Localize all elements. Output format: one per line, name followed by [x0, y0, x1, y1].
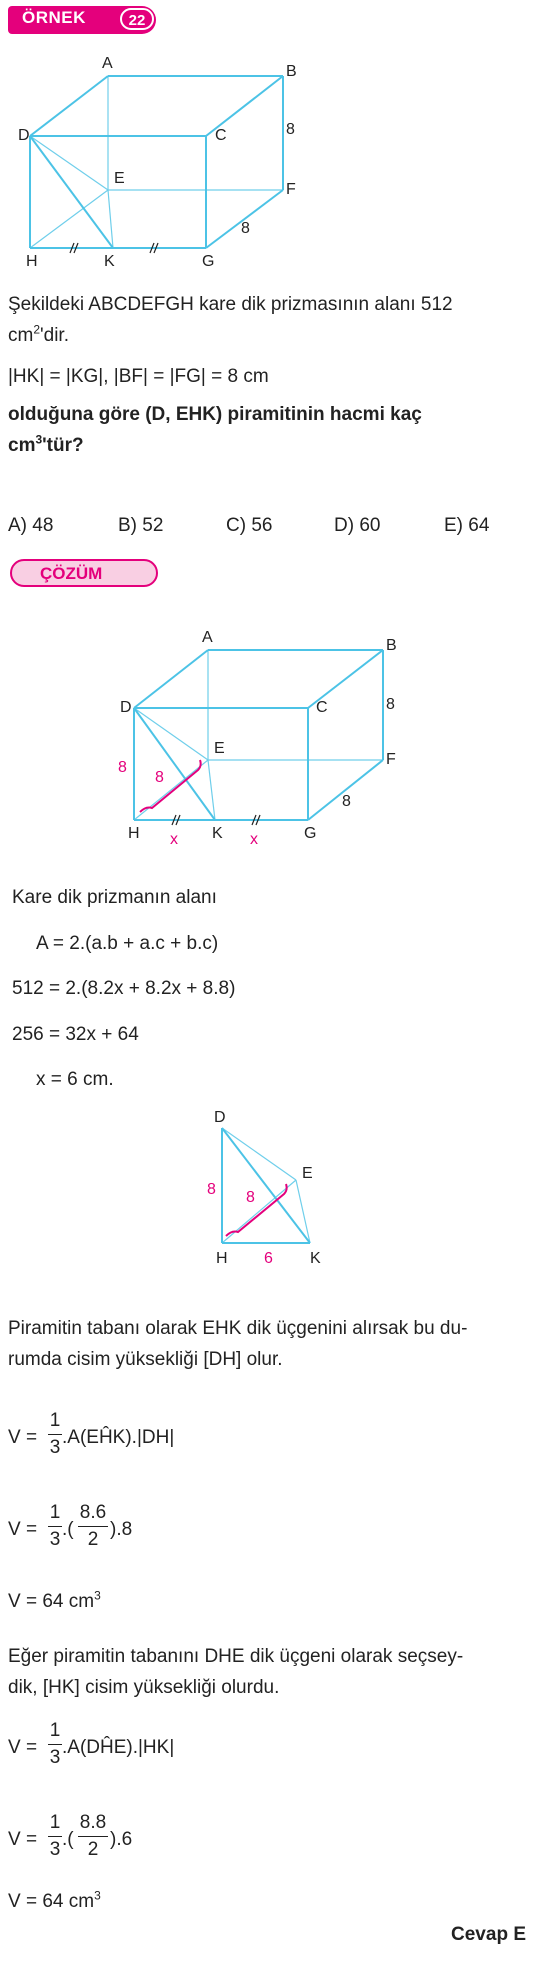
solution-line-3: 512 = 2.(8.2x + 8.2x + 8.8) — [12, 978, 236, 999]
svg-text:G: G — [202, 253, 215, 270]
v2-lhs: V = — [8, 1519, 38, 1540]
example-label: ÖRNEK — [22, 8, 86, 27]
svg-text:B: B — [286, 63, 297, 80]
result-2: V = 64 $cm^3$ — [8, 1888, 101, 1912]
option-c[interactable]: C) 56 — [226, 515, 273, 536]
svg-text:C: C — [316, 699, 328, 716]
svg-text:F: F — [286, 181, 296, 198]
svg-text:K: K — [104, 253, 115, 270]
svg-text:C: C — [215, 127, 227, 144]
svg-text:8: 8 — [241, 220, 250, 237]
svg-text:D: D — [214, 1109, 226, 1126]
option-b[interactable]: B) 52 — [118, 515, 164, 536]
solution-label: ÇÖZÜM — [40, 564, 103, 583]
svg-text:K: K — [310, 1250, 321, 1267]
svg-text:8: 8 — [286, 121, 295, 138]
dh-label: 8 — [118, 759, 127, 776]
bf-label: 8 — [386, 696, 395, 713]
svg-text:E: E — [214, 740, 225, 757]
prism-figure-2 — [0, 620, 538, 860]
v1-lhs: V = — [8, 1427, 38, 1448]
svg-text:D: D — [18, 127, 30, 144]
v3-lhs: V = — [8, 1737, 38, 1758]
v4-lhs: V = — [8, 1829, 38, 1850]
paragraph-1-line-2: rumda cisim yüksekliği [DH] olur. — [8, 1349, 283, 1370]
v1-rest: .A(EĤK).|DH| — [62, 1427, 175, 1448]
slant-label: 8 — [155, 769, 164, 786]
tri-hk-label: 6 — [264, 1250, 273, 1267]
triangle-figure — [180, 1108, 360, 1273]
paragraph-1-line-1: Piramitin tabanı olarak EHK dik üçgenini alırsak bu du- — [8, 1318, 468, 1339]
x-label-left: x — [170, 831, 178, 848]
v2-tail: ).8 — [110, 1519, 133, 1540]
option-d[interactable]: D) 60 — [334, 515, 381, 536]
tri-dh-label: 8 — [207, 1181, 216, 1198]
x-label-right: x — [250, 831, 258, 848]
v4-fraction: 1 3 — [49, 1812, 61, 1860]
svg-text:D: D — [120, 699, 132, 716]
tri-slant-label: 8 — [246, 1189, 255, 1206]
question-line-3: |HK| = |KG|, |BF| = |FG| = 8 cm — [8, 366, 269, 387]
solution-line-5: x = 6 cm. — [36, 1069, 114, 1090]
solution-line-4: 256 = 32x + 64 — [12, 1024, 139, 1045]
svg-text:B: B — [386, 637, 397, 654]
paragraph-2-line-1: Eğer piramitin tabanını DHE dik üçgeni olarak seçsey- — [8, 1646, 464, 1667]
option-e[interactable]: E) 64 — [444, 515, 490, 536]
v3-fraction: 1 3 — [49, 1720, 61, 1768]
svg-text:H: H — [216, 1250, 228, 1267]
answer-label: Cevap E — [451, 1924, 526, 1945]
fg-label: 8 — [342, 793, 351, 810]
question-line-5: $cm^3'tür$? — [8, 432, 84, 456]
v2-paren-open: .( — [62, 1519, 74, 1540]
svg-text:H: H — [26, 253, 38, 270]
v4-paren-open: .( — [62, 1829, 74, 1850]
solution-line-2: A = 2.(a.b + a.c + b.c) — [36, 933, 219, 954]
question-line-2: $cm^2'dir$. — [8, 322, 69, 346]
svg-text:H: H — [128, 825, 140, 842]
paragraph-2-line-2: dik, [HK] cisim yüksekliği olurdu. — [8, 1677, 280, 1698]
v4-tail: ).6 — [110, 1829, 133, 1850]
v4-inner-fraction: 8.8 2 — [79, 1812, 107, 1860]
question-line-1: Şekildeki ABCDEFGH kare dik prizmasının alanı 512 — [8, 294, 453, 315]
svg-text:E: E — [302, 1165, 313, 1182]
option-a[interactable]: A) 48 — [8, 515, 54, 536]
v3-rest: .A(DĤE).|HK| — [62, 1737, 175, 1758]
v1-fraction: 1 3 — [49, 1410, 61, 1458]
svg-text:G: G — [304, 825, 317, 842]
svg-text:F: F — [386, 751, 396, 768]
svg-text:A: A — [202, 629, 213, 646]
v2-fraction: 1 3 — [49, 1502, 61, 1550]
svg-text:A: A — [102, 55, 113, 72]
example-number: 22 — [120, 8, 154, 30]
v2-inner-fraction: 8.6 2 — [79, 1502, 107, 1550]
result-1: V = 64 $cm^3$ — [8, 1588, 101, 1612]
question-line-4: olduğuna göre (D, EHK) piramitinin hacmi kaç — [8, 404, 422, 425]
svg-text:K: K — [212, 825, 223, 842]
solution-line-1: Kare dik prizmanın alanı — [12, 887, 217, 908]
prism-figure-1 — [0, 40, 538, 280]
svg-text:E: E — [114, 170, 125, 187]
